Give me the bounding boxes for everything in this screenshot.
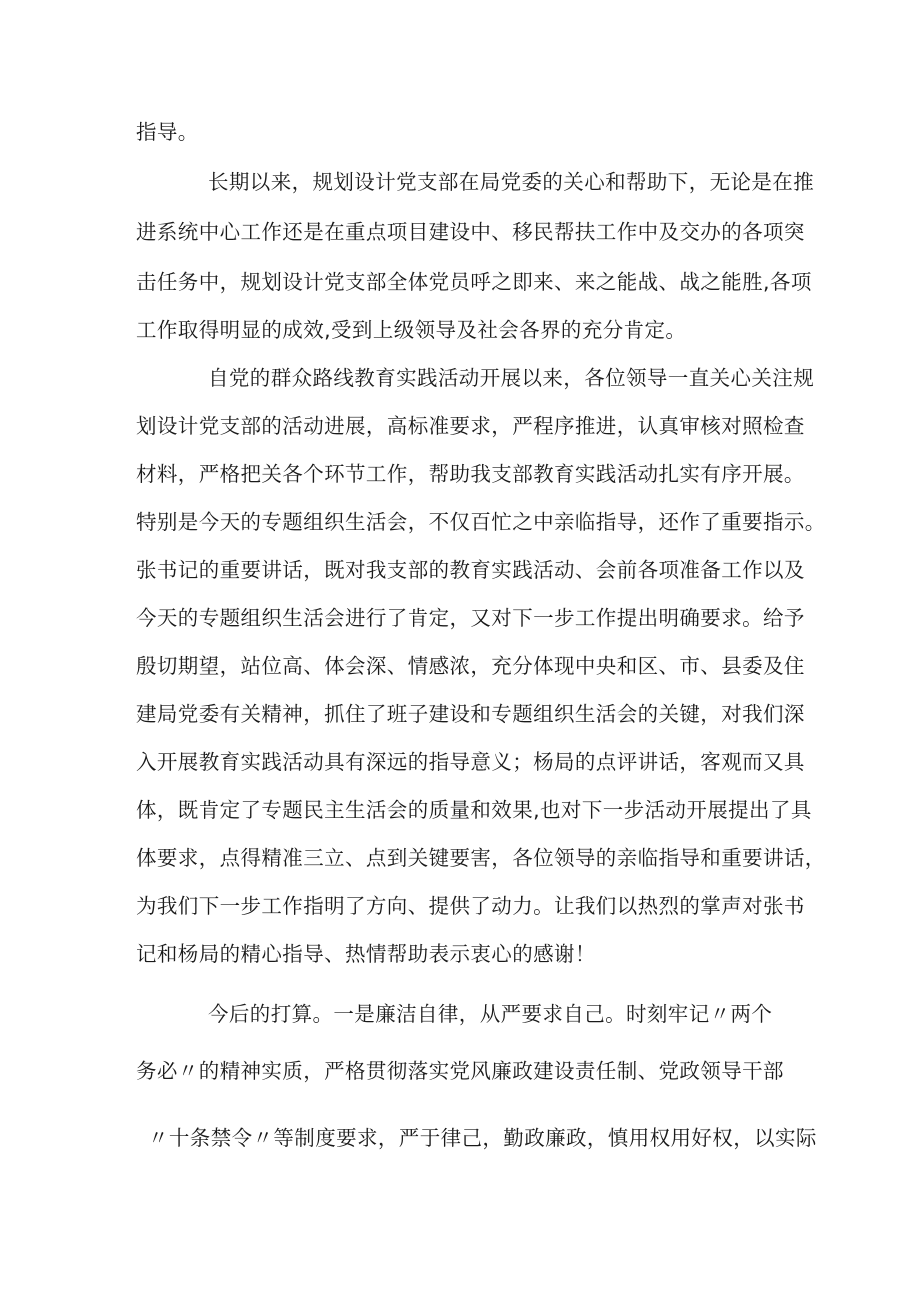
text-line: 特别是今天的专题组织生活会，不仅百忙之中亲临指导，还作了重要指示。 bbox=[136, 510, 826, 534]
text-line: 体要求，点得精准三立、点到关键要害，各位领导的亲临指导和重要讲话， bbox=[136, 846, 826, 870]
text-line: 今天的专题组织生活会进行了肯定，又对下一步工作提出明确要求。给予 bbox=[136, 606, 805, 630]
text-line: 张书记的重要讲话，既对我支部的教育实践活动、会前各项准备工作以及 bbox=[136, 558, 805, 582]
text-line: 体，既肯定了专题民主生活会的质量和效果,也对下一步活动开展提出了具 bbox=[136, 798, 812, 822]
text-line: 为我们下一步工作指明了方向、提供了动力。让我们以热烈的掌声对张书 bbox=[136, 894, 805, 918]
text-line: 建局党委有关精神，抓住了班子建设和专题组织生活会的关键，对我们深 bbox=[136, 702, 805, 726]
text-line: 记和杨局的精心指导、热情帮助表示衷心的感谢！ bbox=[136, 942, 596, 966]
text-line: 工作取得明显的成效,受到上级领导及社会各界的充分肯定。 bbox=[136, 318, 687, 342]
text-line: 进系统中心工作还是在重点项目建设中、移民帮扶工作中及交办的各项突 bbox=[136, 220, 805, 244]
text-line: 今后的打算。一是廉洁自律，从严要求自己。时刻牢记〃两个 bbox=[208, 1002, 773, 1026]
text-line: 务必〃的精神实质，严格贯彻落实党风廉政建设责任制、党政领导干部 bbox=[136, 1059, 784, 1083]
text-line: 〃十条禁令〃等制度要求，严于律己，勤政廉政，慎用权用好权，以实际 bbox=[148, 1126, 817, 1150]
text-line: 殷切期望，站位高、体会深、情感浓，充分体现中央和区、市、县委及住 bbox=[136, 654, 805, 678]
text-line: 长期以来，规划设计党支部在局党委的关心和帮助下，无论是在推 bbox=[208, 170, 815, 194]
text-line: 指导。 bbox=[136, 120, 199, 144]
text-line: 入开展教育实践活动具有深远的指导意义；杨局的点评讲话，客观而又具 bbox=[136, 750, 805, 774]
text-line: 划设计党支部的活动进展，高标准要求，严程序推进，认真审核对照检查 bbox=[136, 414, 805, 438]
text-line: 材料，严格把关各个环节工作，帮助我支部教育实践活动扎实有序开展。 bbox=[136, 462, 805, 486]
text-line: 自党的群众路线教育实践活动开展以来，各位领导一直关心关注规 bbox=[208, 366, 815, 390]
text-line: 击任务中，规划设计党支部全体党员呼之即来、来之能战、战之能胜,各项 bbox=[136, 270, 812, 294]
